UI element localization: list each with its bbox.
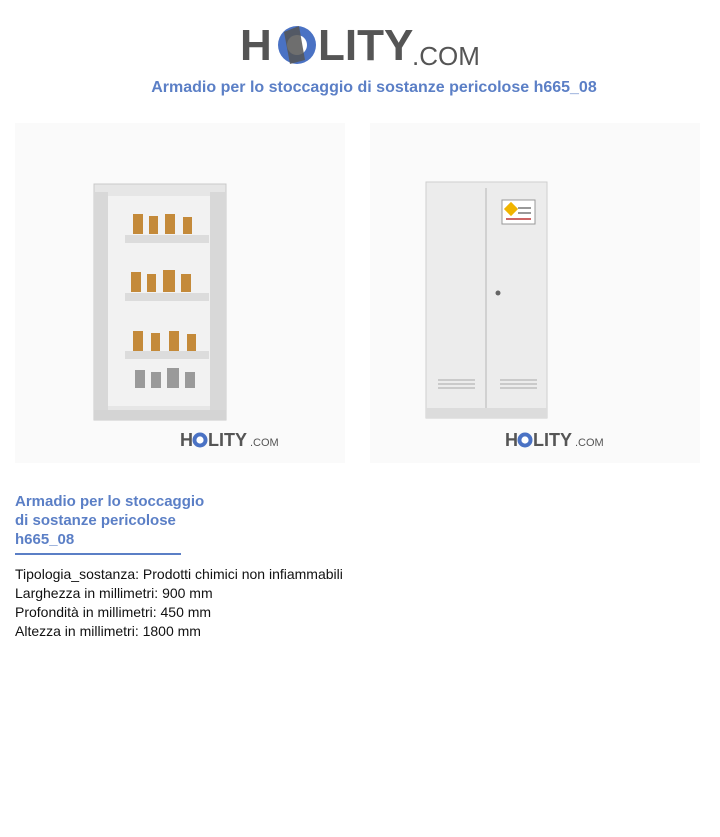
holity-small-logo-right bbox=[505, 426, 605, 452]
spec-label: Tipologia_sostanza bbox=[15, 566, 136, 582]
open-cabinet-illustration bbox=[5, 118, 355, 473]
product-name: Armadio per lo stoccaggio di sostanze pericolose h665_08 bbox=[15, 493, 205, 548]
holity-small-logo-left bbox=[180, 426, 280, 452]
spec-value: Prodotti chimici non infiammabili bbox=[142, 566, 343, 582]
logo-suffix: .COM bbox=[412, 41, 480, 70]
logo-o-icon bbox=[278, 26, 316, 64]
product-image-open bbox=[5, 118, 355, 473]
spec-label: Profondità in millimetri bbox=[15, 604, 153, 620]
spec-row: Tipologia_sostanza: Prodotti chimici non infiammabili bbox=[15, 566, 343, 582]
spec-row: Larghezza in millimetri: 900 mm bbox=[15, 585, 213, 601]
product-image-closed bbox=[360, 118, 710, 473]
svg-text:H: H bbox=[505, 430, 518, 450]
product-name-underline bbox=[15, 553, 181, 555]
logo-letters-lity: LITY bbox=[318, 21, 414, 70]
product-specs bbox=[15, 565, 343, 641]
spec-value: 450 mm bbox=[160, 604, 212, 620]
logo-letter-h: H bbox=[240, 21, 272, 70]
svg-text:.COM: .COM bbox=[575, 437, 604, 449]
svg-text:LITY: LITY bbox=[208, 430, 247, 450]
spec-value: 1800 mm bbox=[142, 623, 201, 639]
spec-label: Altezza in millimetri bbox=[15, 623, 135, 639]
spec-label: Larghezza in millimetri bbox=[15, 585, 155, 601]
spec-row: Profondità in millimetri: 450 mm bbox=[15, 604, 212, 620]
svg-text:LITY: LITY bbox=[533, 430, 572, 450]
svg-text:H: H bbox=[180, 430, 193, 450]
spec-row: Altezza in millimetri: 1800 mm bbox=[15, 623, 201, 639]
svg-text:.COM: .COM bbox=[250, 437, 279, 449]
holity-logo[interactable] bbox=[0, 10, 720, 70]
spec-value: 900 mm bbox=[162, 585, 213, 601]
closed-cabinet-illustration bbox=[360, 118, 710, 473]
page-title: Armadio per lo stoccaggio di sostanze pericolose h665_08 bbox=[151, 79, 597, 96]
